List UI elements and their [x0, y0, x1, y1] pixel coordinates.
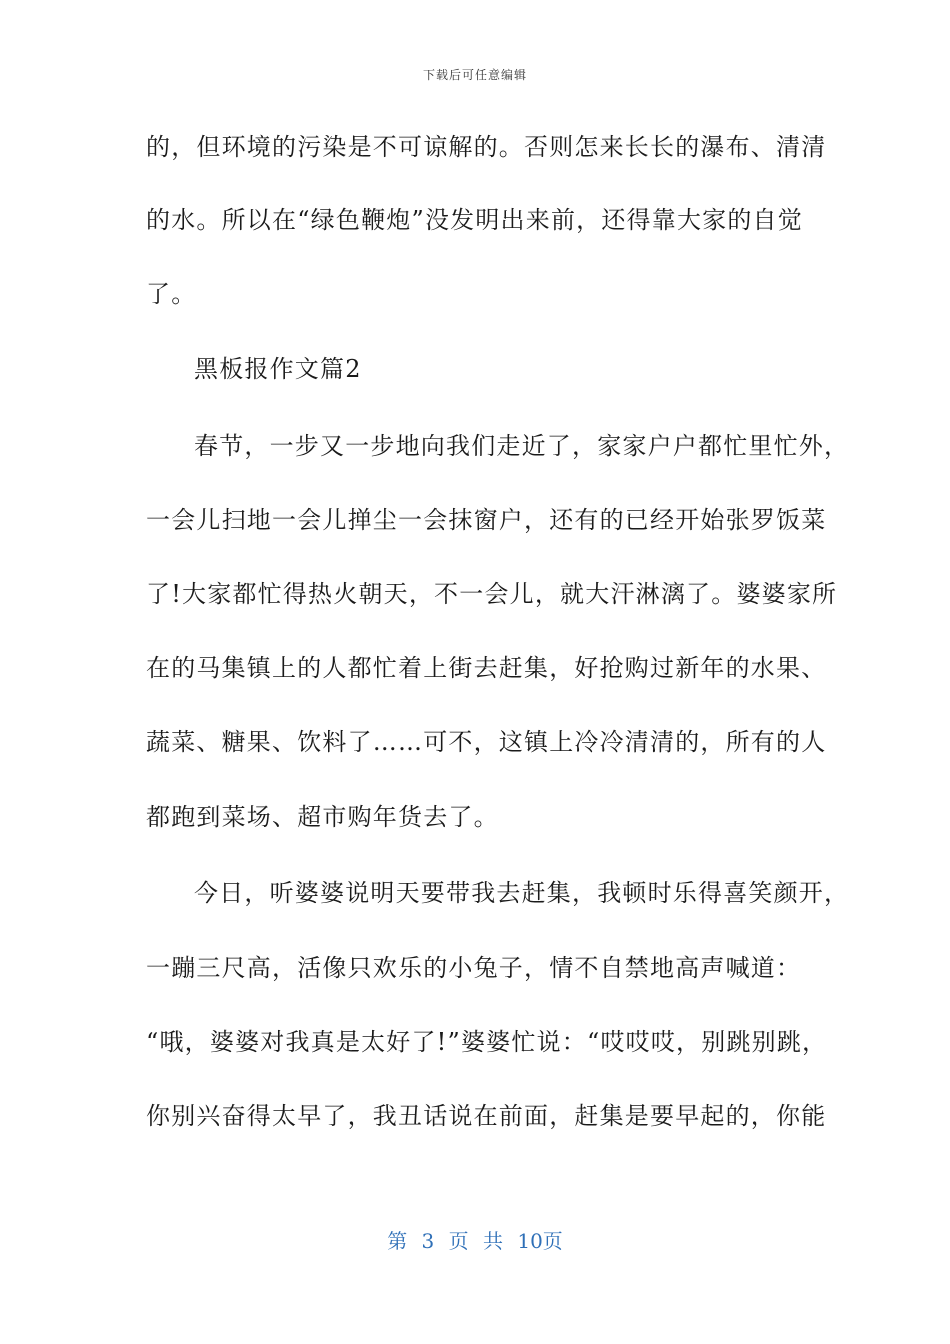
- body-line-10: 都跑到菜场、超市购年货去了。: [146, 803, 499, 831]
- footer-total-word: 共: [483, 1229, 503, 1253]
- page-footer: [0, 1225, 950, 1254]
- footer-page-word: 页: [448, 1229, 469, 1253]
- header-note: 下载后可任意编辑: [422, 68, 527, 82]
- footer-prefix: 第: [387, 1229, 408, 1253]
- body-line-1: 的，但环境的污染是不可谅解的。否则怎来长长的瀑布、清清: [146, 133, 827, 161]
- body-line-7: 了!大家都忙得热火朝天，不一会儿，就大汗淋漓了。婆婆家所: [146, 580, 838, 608]
- section-heading: 黑板报作文篇2: [194, 355, 362, 383]
- body-line-11: 今日，听婆婆说明天要带我去赶集，我顿时乐得喜笑颜开，: [194, 879, 850, 907]
- body-line-5: 春节，一步又一步地向我们走近了，家家户户都忙里忙外，: [194, 432, 850, 460]
- body-line-13: “哦，婆婆对我真是太好了!”婆婆忙说：“哎哎哎，别跳别跳，: [146, 1028, 828, 1056]
- body-line-14: 你别兴奋得太早了，我丑话说在前面，赶集是要早起的，你能: [146, 1102, 827, 1130]
- body-line-2: 的水。所以在“绿色鞭炮”没发明出来前，还得靠大家的自觉: [146, 206, 803, 234]
- footer-current-page: 3: [421, 1229, 435, 1253]
- body-line-6: 一会儿扫地一会儿掸尘一会抹窗户，还有的已经开始张罗饭菜: [146, 506, 827, 534]
- body-line-3: 了。: [146, 280, 197, 308]
- body-line-9: 蔬菜、糖果、饮料了……可不，这镇上冷冷清清的，所有的人: [146, 728, 827, 756]
- body-line-8: 在的马集镇上的人都忙着上街去赶集，好抢购过新年的水果、: [146, 654, 827, 682]
- footer-total-pages: 10页: [517, 1229, 563, 1253]
- body-line-12: 一蹦三尺高，活像只欢乐的小兔子，情不自禁地高声喊道：: [146, 954, 802, 982]
